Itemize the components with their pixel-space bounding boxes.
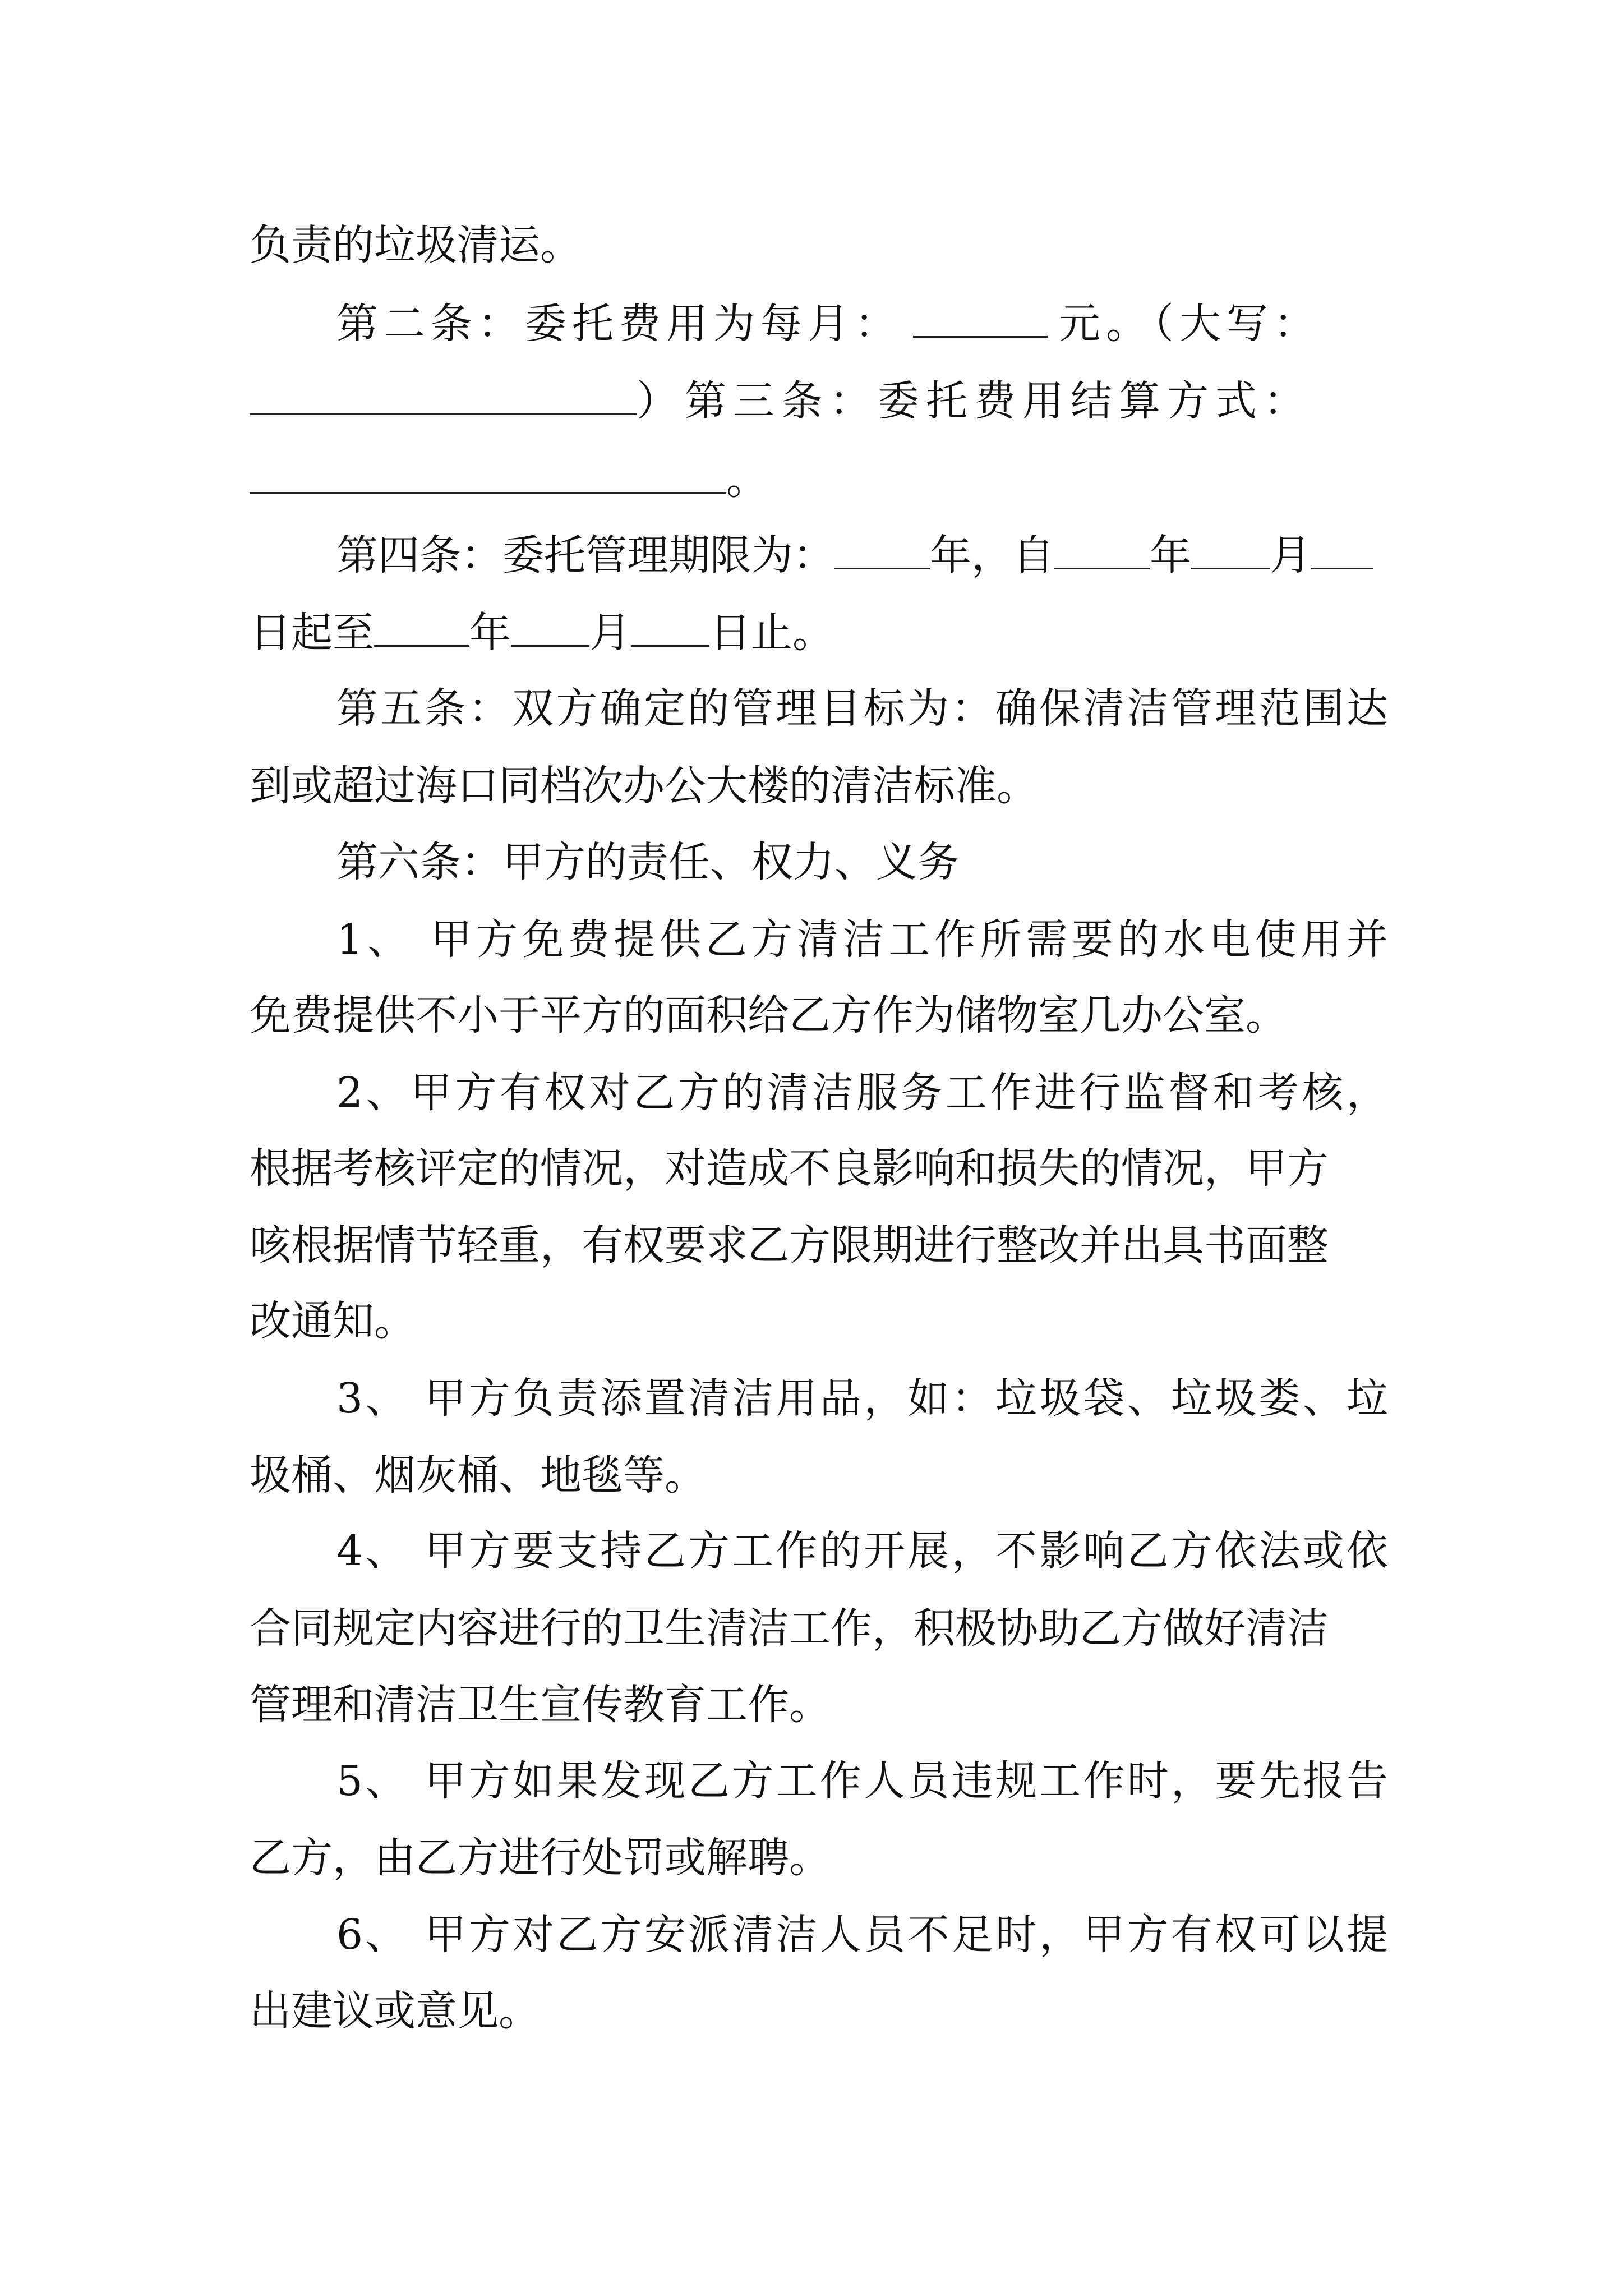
article-2-line [336, 287, 1388, 360]
line-text: 改通知。 [250, 1297, 416, 1345]
article-3-line [250, 365, 1388, 438]
text-line [250, 1668, 1388, 1741]
clause-3-line [336, 1362, 1388, 1435]
text-line [250, 1439, 1388, 1512]
line-text: 出建议或意见。 [250, 1987, 540, 2035]
text-line [250, 1285, 1388, 1358]
line-text: 管理和清洁卫生宣传教育工作。 [250, 1681, 831, 1729]
line-text: 5、 甲方如果发现乙方工作人员违规工作时，要先报告 [336, 1757, 1388, 1805]
line-text: 根据考核评定的情况，对造成不良影响和损失的情况，甲方 [250, 1144, 1329, 1193]
line-text: 月 [1270, 531, 1311, 579]
fill-blank [631, 604, 709, 647]
clause-5-line [336, 1745, 1388, 1818]
fill-blank [1311, 526, 1373, 569]
text-line [250, 979, 1388, 1052]
line-text: 年 [469, 609, 511, 657]
fill-blank [834, 526, 930, 569]
line-text: 圾桶、烟灰桶、地毯等。 [250, 1451, 706, 1499]
text-line [250, 749, 1388, 822]
line-text: 1、 甲方免费提供乙方清洁工作所需要的水电使用并 [336, 915, 1388, 964]
line-text: 负责的垃圾清运。 [250, 221, 582, 269]
clause-1-line [336, 903, 1388, 976]
line-text: 日止。 [709, 609, 834, 657]
line-text: 咳根据情节轻重，有权要求乙方限期进行整改并出具书面整 [250, 1221, 1329, 1269]
line-text: 到或超过海口同档次办公大楼的清洁标准。 [250, 762, 1038, 810]
line-text: 第五条：双方确定的管理目标为：确保清洁管理范围达 [336, 684, 1388, 733]
text-line [250, 1209, 1388, 1282]
text-line [250, 1132, 1388, 1205]
article-4-line [336, 519, 1388, 592]
text-line [250, 596, 1388, 669]
line-text: 年，自 [930, 531, 1054, 579]
article-5-line [336, 672, 1388, 745]
fill-blank [250, 450, 726, 494]
line-text: 第四条：委托管理期限为： [336, 531, 834, 579]
line-text: 年 [1150, 531, 1191, 579]
line-text: 第六条：甲方的责任、权力、义务 [336, 838, 959, 886]
clause-4-line [336, 1515, 1388, 1588]
line-text: 免费提供不小于平方的面积给乙方作为储物室几办公室。 [250, 991, 1287, 1039]
line-text: 乙方，由乙方进行处罚或解聘。 [250, 1834, 831, 1882]
line-text: 6、 甲方对乙方安派清洁人员不足时，甲方有权可以提 [336, 1911, 1388, 1959]
clause-2-line [336, 1056, 1388, 1129]
line-text: 日起至 [250, 609, 374, 657]
fill-blank [374, 604, 469, 647]
text-line [250, 1592, 1388, 1665]
line-text: ）第三条：委托费用结算方式： [637, 377, 1312, 425]
fill-blank [1054, 526, 1150, 569]
line-text: 元。（大写： [1059, 300, 1321, 348]
article-6-heading [336, 826, 1388, 899]
line-text: 。 [726, 455, 768, 504]
clause-6-line [336, 1898, 1388, 1971]
fill-blank [913, 295, 1048, 338]
line-text: 合同规定内容进行的卫生清洁工作，积极协助乙方做好清洁 [250, 1604, 1329, 1653]
fill-blank [1191, 526, 1270, 569]
text-line [250, 209, 1388, 282]
line-text: 月 [589, 609, 631, 657]
fill-blank [511, 604, 589, 647]
text-line [250, 1821, 1388, 1894]
text-line [250, 1975, 1388, 2047]
line-text: 4、 甲方要支持乙方工作的开展，不影响乙方依法或依 [336, 1527, 1388, 1575]
fill-blank [250, 372, 637, 415]
text-line [250, 443, 1388, 516]
line-text: 第二条：委托费用为每月： [336, 300, 902, 348]
line-text: 2、甲方有权对乙方的清洁服务工作进行监督和考核， [336, 1069, 1388, 1117]
line-text: 3、 甲方负责添置清洁用品，如：垃圾袋、垃圾娄、垃 [336, 1374, 1388, 1423]
